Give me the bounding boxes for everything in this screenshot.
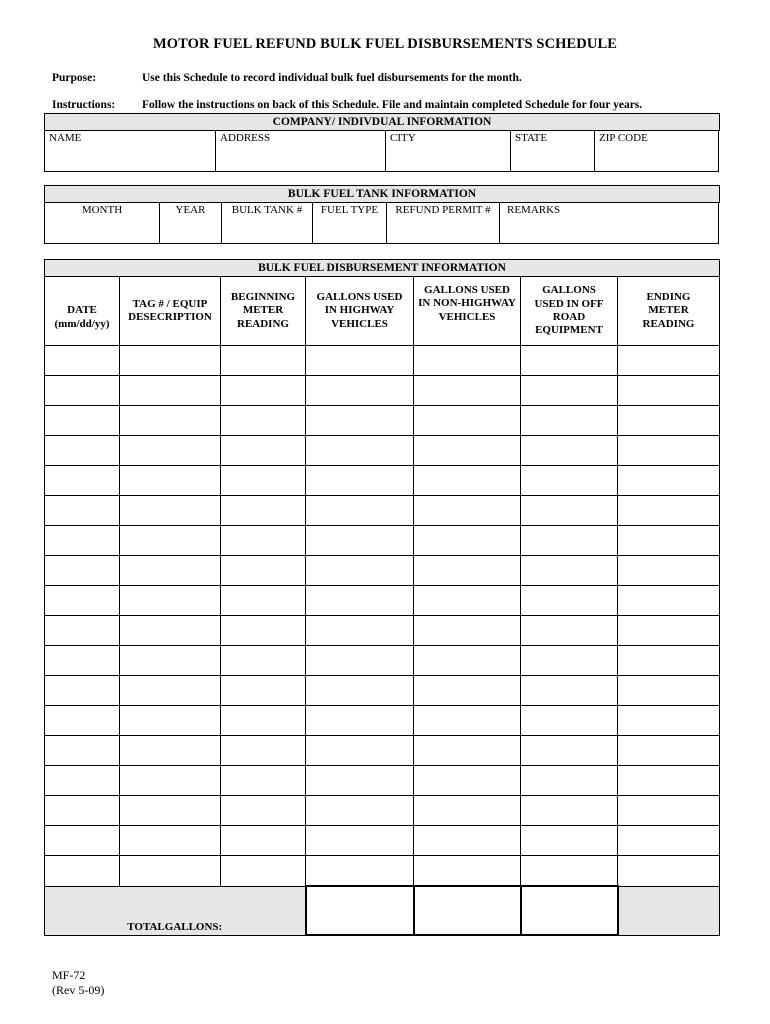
- tag-equip-cell[interactable]: [120, 616, 221, 646]
- tag-equip-cell[interactable]: [120, 586, 221, 616]
- gallons-non-highway-cell[interactable]: [414, 346, 521, 376]
- date-cell[interactable]: [45, 436, 120, 466]
- ending-meter-cell[interactable]: [618, 796, 720, 826]
- gallons-highway-cell[interactable]: [306, 646, 414, 676]
- gallons-non-highway-cell[interactable]: [414, 736, 521, 766]
- gallons-off-road-cell[interactable]: [521, 496, 618, 526]
- gallons-off-road-cell[interactable]: [521, 586, 618, 616]
- beginning-meter-cell[interactable]: [221, 676, 306, 706]
- table-row: [45, 766, 720, 796]
- refund-permit-field-label: REFUND PERMIT #: [395, 204, 491, 216]
- disbursement-header-row: [45, 277, 720, 346]
- gallons-highway-cell[interactable]: [306, 676, 414, 706]
- beginning-meter-cell[interactable]: [221, 736, 306, 766]
- table-row: [45, 406, 720, 436]
- gallons-highway-cell[interactable]: [306, 736, 414, 766]
- ending-meter-cell[interactable]: [618, 616, 720, 646]
- gallons-off-road-cell[interactable]: [521, 616, 618, 646]
- beginning-meter-cell[interactable]: [221, 466, 306, 496]
- tag-equip-cell[interactable]: [120, 526, 221, 556]
- tag-equip-column-header: TAG # / EQUIP DESECRIPTION: [120, 277, 221, 346]
- date-cell[interactable]: [45, 676, 120, 706]
- ending-meter-cell[interactable]: [618, 436, 720, 466]
- date-cell[interactable]: [45, 826, 120, 856]
- gallons-off-road-cell[interactable]: [521, 346, 618, 376]
- ending-meter-cell[interactable]: [618, 766, 720, 796]
- gallons-non-highway-cell[interactable]: [414, 406, 521, 436]
- table-row: [45, 796, 720, 826]
- purpose-label: Purpose:: [52, 72, 97, 84]
- beginning-meter-cell[interactable]: [221, 556, 306, 586]
- gallons-off-road-cell[interactable]: [521, 646, 618, 676]
- table-row: [45, 586, 720, 616]
- beginning-meter-cell[interactable]: [221, 526, 306, 556]
- table-row: [45, 616, 720, 646]
- ending-meter-cell[interactable]: [618, 526, 720, 556]
- tag-equip-cell[interactable]: [120, 346, 221, 376]
- gallons-highway-cell[interactable]: [306, 406, 414, 436]
- tag-equip-cell[interactable]: [120, 796, 221, 826]
- gallons-highway-cell[interactable]: [306, 766, 414, 796]
- gallons-highway-cell[interactable]: [306, 496, 414, 526]
- tank-section-header: BULK FUEL TANK INFORMATION: [44, 185, 720, 203]
- remarks-field-label: REMARKS: [507, 204, 561, 216]
- date-cell[interactable]: [45, 796, 120, 826]
- table-row: [45, 496, 720, 526]
- beginning-meter-cell[interactable]: [221, 586, 306, 616]
- tag-equip-cell[interactable]: [120, 556, 221, 586]
- beginning-meter-cell[interactable]: [221, 616, 306, 646]
- tag-equip-cell[interactable]: [120, 436, 221, 466]
- gallons-non-highway-cell[interactable]: [414, 556, 521, 586]
- tag-equip-cell[interactable]: [120, 736, 221, 766]
- tag-equip-cell[interactable]: [120, 646, 221, 676]
- form-number: MF-72: [52, 968, 86, 982]
- gallons-non-highway-cell[interactable]: [414, 796, 521, 826]
- beginning-meter-cell[interactable]: [221, 826, 306, 856]
- ending-meter-cell[interactable]: [618, 556, 720, 586]
- page-title: MOTOR FUEL REFUND BULK FUEL DISBURSEMENTS SCHEDULE: [153, 36, 617, 52]
- table-row: [45, 436, 720, 466]
- bulk-tank-field-label: BULK TANK #: [231, 204, 303, 216]
- ending-meter-cell[interactable]: [618, 346, 720, 376]
- gallons-highway-cell[interactable]: [306, 826, 414, 856]
- purpose-text: Use this Schedule to record individual bulk fuel disbursements for the month.: [142, 72, 522, 84]
- year-field[interactable]: [160, 202, 222, 243]
- total-gallons-non-highway[interactable]: [414, 886, 521, 935]
- date-cell[interactable]: [45, 766, 120, 796]
- gallons-off-road-column-header: GALLONS USED IN OFF ROAD EQUIPMENT: [521, 277, 618, 346]
- tag-equip-cell[interactable]: [120, 856, 221, 887]
- ending-meter-cell[interactable]: [618, 676, 720, 706]
- state-field-label: STATE: [515, 132, 548, 144]
- state-field[interactable]: [511, 130, 595, 171]
- gallons-non-highway-cell[interactable]: [414, 826, 521, 856]
- ending-meter-cell[interactable]: [618, 646, 720, 676]
- totals-row: [45, 886, 720, 935]
- table-row: [45, 376, 720, 406]
- form-revision: (Rev 5-09): [52, 983, 105, 997]
- gallons-off-road-cell[interactable]: [521, 826, 618, 856]
- beginning-meter-cell[interactable]: [221, 646, 306, 676]
- month-field[interactable]: [45, 202, 160, 243]
- beginning-meter-cell[interactable]: [221, 346, 306, 376]
- beginning-meter-cell[interactable]: [221, 766, 306, 796]
- total-ending-meter-blank: [618, 886, 720, 935]
- gallons-non-highway-cell[interactable]: [414, 766, 521, 796]
- gallons-non-highway-cell[interactable]: [414, 466, 521, 496]
- gallons-non-highway-cell[interactable]: [414, 376, 521, 406]
- gallons-non-highway-cell[interactable]: [414, 586, 521, 616]
- tag-equip-cell[interactable]: [120, 496, 221, 526]
- date-column-header: DATE (mm/dd/yy): [45, 277, 120, 346]
- tag-equip-cell[interactable]: [120, 826, 221, 856]
- beginning-meter-cell[interactable]: [221, 436, 306, 466]
- gallons-off-road-cell[interactable]: [521, 406, 618, 436]
- city-field[interactable]: [386, 130, 511, 171]
- ending-meter-column-header: ENDING METER READING: [618, 277, 720, 346]
- table-row: [45, 646, 720, 676]
- gallons-highway-cell[interactable]: [306, 346, 414, 376]
- zip-code-field[interactable]: [595, 130, 718, 171]
- date-cell[interactable]: [45, 706, 120, 736]
- form-identifier: [52, 968, 104, 998]
- table-row: [45, 526, 720, 556]
- gallons-off-road-cell[interactable]: [521, 556, 618, 586]
- table-row: [45, 706, 720, 736]
- city-field-label: CITY: [390, 132, 416, 144]
- name-field-label: NAME: [49, 132, 82, 144]
- gallons-off-road-cell[interactable]: [521, 526, 618, 556]
- tag-equip-cell[interactable]: [120, 676, 221, 706]
- date-cell[interactable]: [45, 346, 120, 376]
- date-cell[interactable]: [45, 496, 120, 526]
- fuel-type-field-label: FUEL TYPE: [320, 204, 379, 216]
- beginning-meter-cell[interactable]: [221, 406, 306, 436]
- beginning-meter-cell[interactable]: [221, 706, 306, 736]
- total-gallons-highway[interactable]: [306, 886, 414, 935]
- ending-meter-cell[interactable]: [618, 736, 720, 766]
- gallons-highway-cell[interactable]: [306, 526, 414, 556]
- date-cell[interactable]: [45, 736, 120, 766]
- instructions-label: Instructions:: [52, 99, 116, 111]
- company-info-row: [44, 130, 719, 172]
- zip-code-field-label: ZIP CODE: [599, 132, 648, 144]
- gallons-off-road-cell[interactable]: [521, 436, 618, 466]
- beginning-meter-cell[interactable]: [221, 856, 306, 887]
- gallons-off-road-cell[interactable]: [521, 376, 618, 406]
- address-field-label: ADDRESS: [220, 132, 271, 144]
- gallons-non-highway-cell[interactable]: [414, 706, 521, 736]
- address-field[interactable]: [216, 130, 386, 171]
- ending-meter-cell[interactable]: [618, 496, 720, 526]
- gallons-non-highway-cell[interactable]: [414, 496, 521, 526]
- table-row: [45, 736, 720, 766]
- disbursement-table: [44, 276, 720, 936]
- gallons-non-highway-cell[interactable]: [414, 436, 521, 466]
- gallons-highway-cell[interactable]: [306, 436, 414, 466]
- date-cell[interactable]: [45, 406, 120, 436]
- gallons-non-highway-column-header: GALLONS USED IN NON-HIGHWAY VEHICLES: [414, 277, 521, 346]
- table-row: [45, 466, 720, 496]
- tank-info-row: [44, 202, 719, 244]
- beginning-meter-column-header: BEGINNING METER READING: [221, 277, 306, 346]
- gallons-off-road-cell[interactable]: [521, 796, 618, 826]
- beginning-meter-cell[interactable]: [221, 796, 306, 826]
- date-cell[interactable]: [45, 586, 120, 616]
- gallons-highway-cell[interactable]: [306, 376, 414, 406]
- gallons-highway-cell[interactable]: [306, 856, 414, 887]
- gallons-off-road-cell[interactable]: [521, 856, 618, 887]
- total-gallons-off-road[interactable]: [521, 886, 618, 935]
- gallons-off-road-cell[interactable]: [521, 676, 618, 706]
- total-gallons-label: TOTALGALLONS:: [45, 886, 306, 935]
- remarks-field[interactable]: [500, 202, 718, 243]
- year-field-label: YEAR: [175, 204, 206, 216]
- gallons-highway-cell[interactable]: [306, 586, 414, 616]
- gallons-off-road-cell[interactable]: [521, 706, 618, 736]
- name-field[interactable]: [45, 130, 216, 171]
- refund-permit-field[interactable]: [387, 202, 500, 243]
- gallons-non-highway-cell[interactable]: [414, 526, 521, 556]
- tag-equip-cell[interactable]: [120, 466, 221, 496]
- month-field-label: MONTH: [81, 204, 123, 216]
- date-cell[interactable]: [45, 376, 120, 406]
- date-cell[interactable]: [45, 526, 120, 556]
- gallons-non-highway-cell[interactable]: [414, 856, 521, 887]
- bulk-tank-field[interactable]: [222, 202, 313, 243]
- gallons-non-highway-cell[interactable]: [414, 676, 521, 706]
- tag-equip-cell[interactable]: [120, 706, 221, 736]
- tag-equip-cell[interactable]: [120, 766, 221, 796]
- company-section-header: COMPANY/ INDIVDUAL INFORMATION: [44, 113, 720, 131]
- gallons-highway-cell[interactable]: [306, 556, 414, 586]
- gallons-highway-column-header: GALLONS USED IN HIGHWAY VEHICLES: [306, 277, 414, 346]
- table-row: [45, 826, 720, 856]
- gallons-off-road-cell[interactable]: [521, 736, 618, 766]
- table-row: [45, 346, 720, 376]
- gallons-highway-cell[interactable]: [306, 466, 414, 496]
- table-row: [45, 676, 720, 706]
- date-cell[interactable]: [45, 616, 120, 646]
- fuel-type-field[interactable]: [313, 202, 387, 243]
- table-row: [45, 556, 720, 586]
- ending-meter-cell[interactable]: [618, 706, 720, 736]
- date-cell[interactable]: [45, 556, 120, 586]
- date-cell[interactable]: [45, 856, 120, 887]
- tag-equip-cell[interactable]: [120, 376, 221, 406]
- gallons-off-road-cell[interactable]: [521, 466, 618, 496]
- gallons-highway-cell[interactable]: [306, 706, 414, 736]
- ending-meter-cell[interactable]: [618, 826, 720, 856]
- gallons-off-road-cell[interactable]: [521, 766, 618, 796]
- ending-meter-cell[interactable]: [618, 406, 720, 436]
- date-cell[interactable]: [45, 466, 120, 496]
- ending-meter-cell[interactable]: [618, 856, 720, 887]
- gallons-highway-cell[interactable]: [306, 796, 414, 826]
- ending-meter-cell[interactable]: [618, 376, 720, 406]
- table-row: [45, 856, 720, 887]
- beginning-meter-cell[interactable]: [221, 496, 306, 526]
- ending-meter-cell[interactable]: [618, 466, 720, 496]
- instructions-text: Follow the instructions on back of this Schedule. File and maintain completed Schedule for four years.: [142, 99, 643, 111]
- gallons-highway-cell[interactable]: [306, 616, 414, 646]
- tag-equip-cell[interactable]: [120, 406, 221, 436]
- gallons-non-highway-cell[interactable]: [414, 616, 521, 646]
- disbursement-section-header: BULK FUEL DISBURSEMENT INFORMATION: [44, 259, 720, 277]
- beginning-meter-cell[interactable]: [221, 376, 306, 406]
- date-cell[interactable]: [45, 646, 120, 676]
- gallons-non-highway-cell[interactable]: [414, 646, 521, 676]
- ending-meter-cell[interactable]: [618, 586, 720, 616]
